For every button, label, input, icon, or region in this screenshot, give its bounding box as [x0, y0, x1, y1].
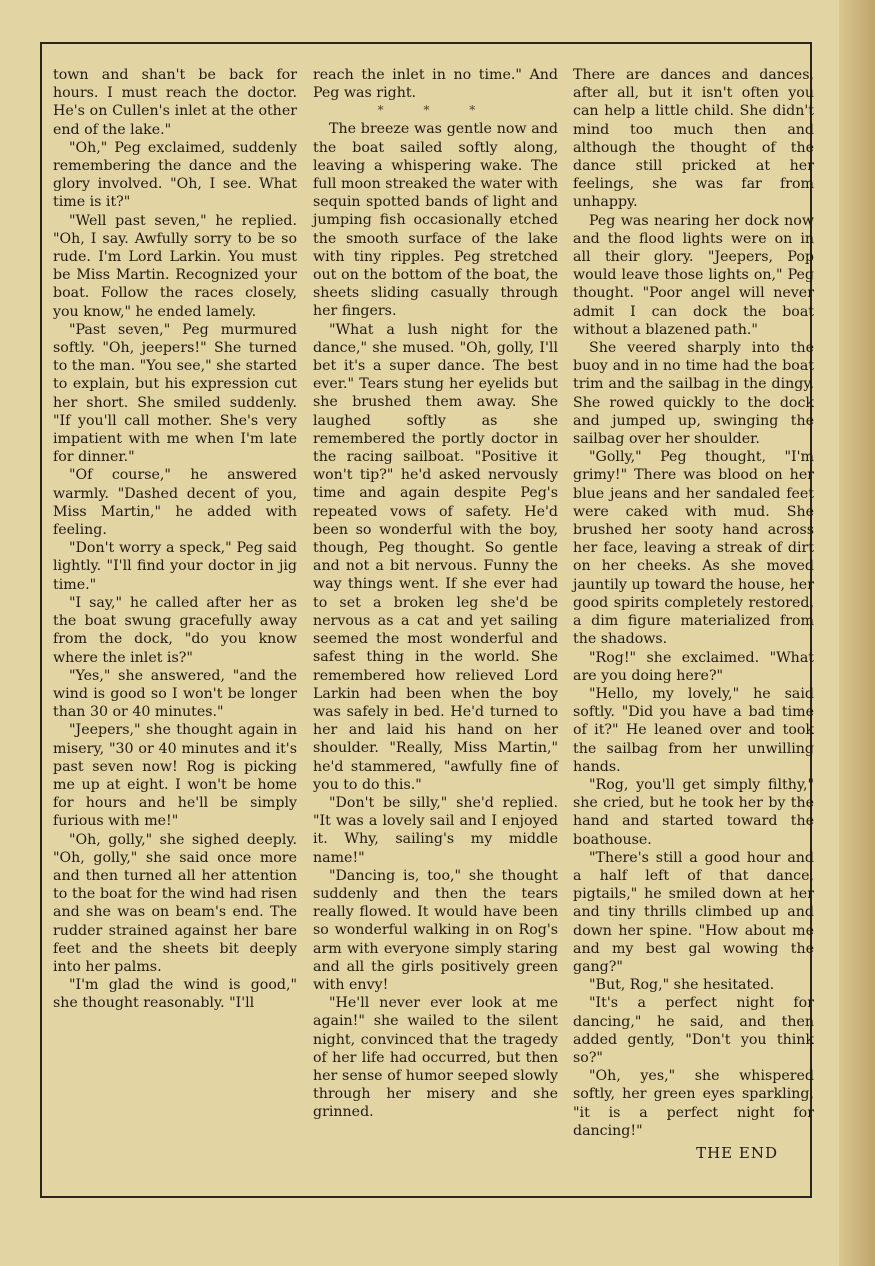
paragraph: "Don't worry a speck," Peg said lightly. "I'll find your doctor in jig time."	[53, 540, 297, 593]
paragraph: "Hello, my lovely," he said softly. "Did you have a bad time of it?" He leaned over and took the sailbag from her unwilling hands.	[573, 685, 814, 775]
paragraph: "Oh, golly," she sighed deeply. "Oh, golly," she said once more and then turned all her attention to the boat for the wind had risen and she was on beam's end. The rudder strained against her bare feet and the sheets bit deeply into her palms.	[53, 831, 297, 975]
paragraph: "Golly," Peg thought, "I'm grimy!" There was blood on her blue jeans and her sandaled feet were caked with mud. She brushed her sooty hand across her face, leaving a streak of dirt on her cheeks. As she moved jauntily up toward the house, her good spirits completely restored, a dim figure materialized from the shadows.	[573, 449, 814, 648]
paragraph: "Past seven," Peg murmured softly. "Oh, jeepers!" She turned to the man. "You see," she started to explain, but his expression cut her short. She smiled suddenly. "If you'll call mother. She's very impatient with me when I'm late for dinner."	[53, 321, 297, 466]
paragraph: "What a lush night for the dance," she mused. "Oh, golly, I'll bet it's a super dance. The best ever." Tears stung her eyelids but she brushed them away. She laughed softly as she remembered the portly doctor in the racing sailboat. "Positive it won't tip?" he'd asked nervously time and again despite Peg's repeated vows of safety. He'd been so wonderful with the boy, though, Peg thought. So gentle and not a bit nervous. Funny the way things went. If she ever had to set a broken leg she'd be nervous as a cat and yet sailing seemed the most wonderful and safest thing in the world. She remembered how relieved Lord Larkin had been when the boy was safely in bed. He'd turned to her and laid his hand on her shoulder. "Really, Miss Martin," he'd stammered, "awfully fine of you to do this."	[313, 321, 558, 793]
paragraph: There are dances and dances, after all, but it isn't often you can help a little child. She didn't mind too much then and although the thought of the dance still pricked at her feelings, she was far from unhappy.	[573, 67, 814, 211]
paragraph: town and shan't be back for hours. I must reach the doctor. He's on Cullen's inlet at the other end of the lake."	[53, 67, 297, 138]
paragraph: "He'll never ever look at me again!" she wailed to the silent night, convinced that the tragedy of her life had occurred, but then her sense of humor seeped slowly through her misery and she grinned.	[313, 995, 558, 1121]
section-separator: * * *	[377, 103, 494, 118]
paragraph: reach the inlet in no time." And Peg was right.	[313, 67, 558, 102]
the-end-label: THE END	[696, 1143, 778, 1162]
text-column-3	[573, 66, 814, 1162]
paragraph: The breeze was gentle now and the boat sailed softly along, leaving a whispering wake. The full moon streaked the water with sequin spotted bands of light and jumping fish occasionally etched the smooth surface of the lake with tiny ripples. Peg stretched out on the bottom of the boat, the sheets sliding casually through her fingers.	[313, 121, 558, 320]
paragraph: "I'm glad the wind is good," she thought reasonably. "I'll	[53, 977, 297, 1012]
paragraph: "It's a perfect night for dancing," he said, and then added gently, "Don't you think so?"	[573, 995, 814, 1066]
paragraph: "Oh, yes," she whispered softly, her green eyes sparkling, "it is a perfect night for dancing!"	[573, 1068, 814, 1139]
page-edge	[839, 0, 875, 1266]
paragraph: "Of course," he answered warmly. "Dashed decent of you, Miss Martin," he added with feeling.	[53, 467, 297, 539]
paragraph: "Rog, you'll get simply filthy," she cried, but he took her by the hand and started toward the boathouse.	[573, 776, 814, 848]
paragraph: "But, Rog," she hesitated.	[589, 977, 775, 994]
paragraph: "Well past seven," he replied. "Oh, I say. Awfully sorry to be so rude. I'm Lord Larkin. You must be Miss Martin. Recognized your boat. Follow the races closely, you know," he ended lamely.	[53, 212, 297, 320]
paragraph: "Dancing is, too," she thought suddenly and then the tears really flowed. It would have been so wonderful walking in on Rog's arm with everyone simply staring and all the girls positively green with envy!	[313, 867, 558, 993]
paragraph: "I say," he called after her as the boat swung gracefully away from the dock, "do you know where the inlet is?"	[53, 594, 297, 666]
paragraph: "Don't be silly," she'd replied. "It was a lovely sail and I enjoyed it. Why, sailing's my middle name!"	[313, 794, 558, 866]
paragraph: "Yes," she answered, "and the wind is good so I won't be longer than 30 or 40 minutes."	[53, 667, 297, 721]
paragraph: "Oh," Peg exclaimed, suddenly remembering the dance and the glory involved. "Oh, I see. What time is it?"	[53, 139, 297, 211]
paragraph: She veered sharply into the buoy and in no time had the boat trim and the sailbag in the dingy. She rowed quickly to the dock and jumped up, swinging the sailbag over her shoulder.	[573, 340, 814, 448]
paragraph: "Rog!" she exclaimed. "What are you doing here?"	[573, 649, 814, 684]
paragraph: Peg was nearing her dock now and the flood lights were on in all their glory. "Jeepers, Pop would leave those lights on," Peg thought. "Poor angel will never admit I can dock the boat without a blazened path."	[573, 212, 814, 338]
paragraph: "There's still a good hour and a half left of that dance, pigtails," he smiled down at her and tiny thrills climbed up and down her spine. "How about me and my best gal wowing the gang?"	[573, 849, 814, 975]
paragraph: "Jeepers," she thought again in misery, "30 or 40 minutes and it's past seven now! Rog is picking me up at eight. I won't be home for hours and he'll be simply furious with me!"	[53, 722, 297, 830]
text-column-2	[313, 66, 558, 1122]
text-column-1	[53, 66, 297, 1013]
